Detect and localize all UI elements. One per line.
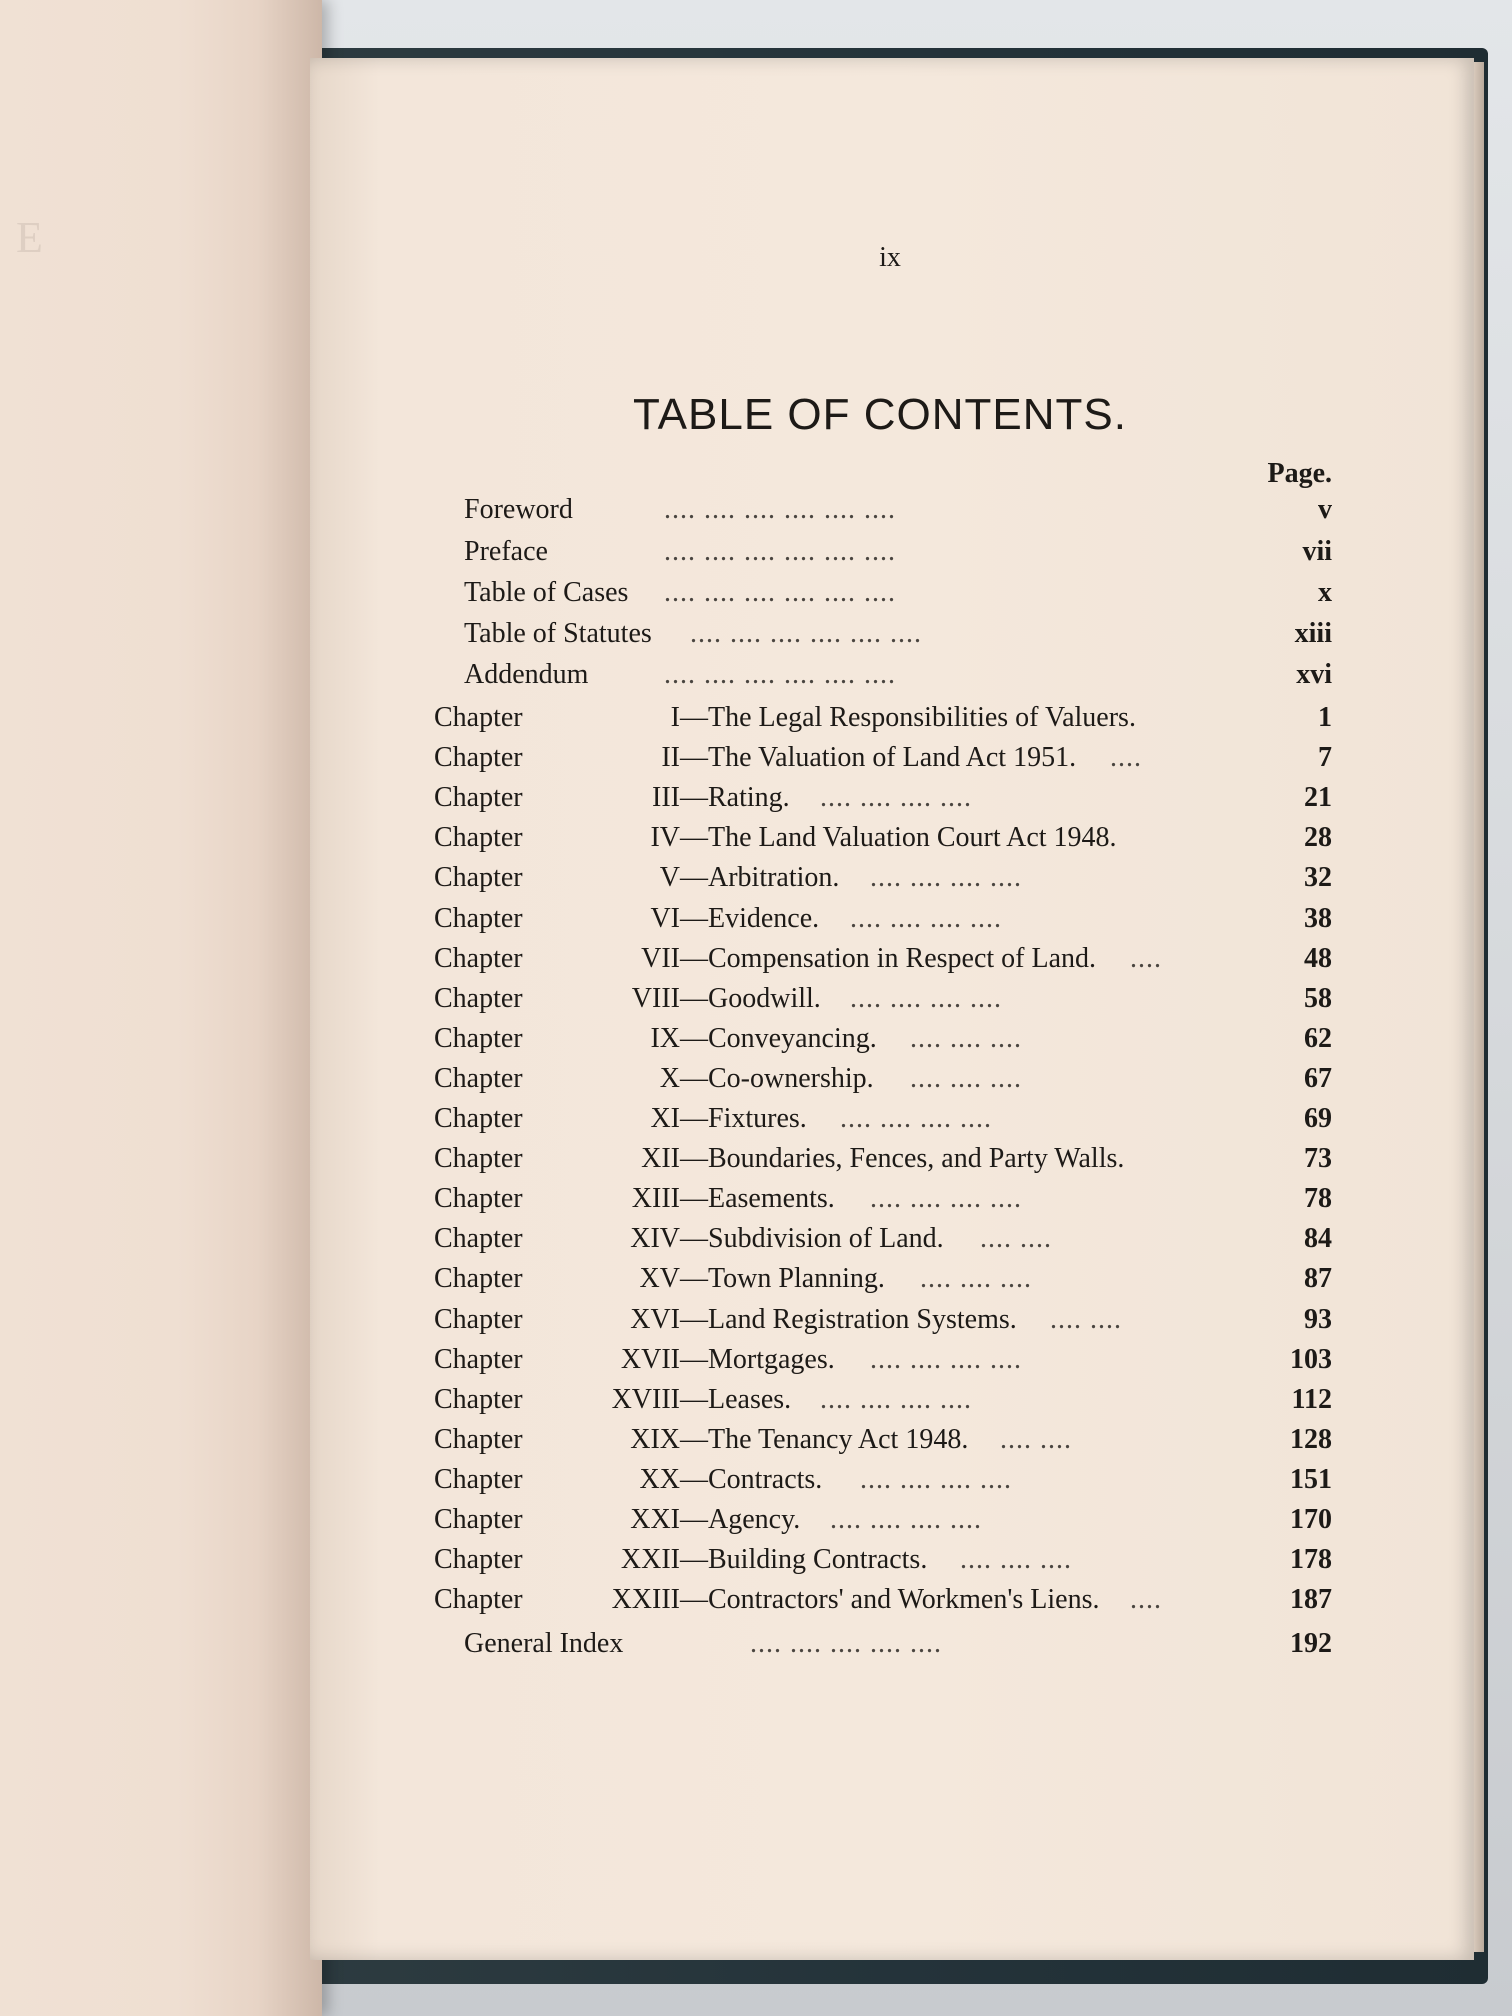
toc-chapter-row xyxy=(0,1304,1512,1340)
leader-dots: .... .... .... .... xyxy=(870,862,1022,894)
chapter-word: Chapter xyxy=(434,1463,523,1495)
chapter-word: Chapter xyxy=(434,1303,523,1335)
entry-label: General Index xyxy=(464,1628,624,1659)
chapter-title: —Subdivision of Land. xyxy=(680,1223,944,1255)
toc-chapter-row xyxy=(0,1424,1512,1460)
toc-chapter-row xyxy=(0,1504,1512,1540)
chapter-word: Chapter xyxy=(434,1183,523,1215)
chapter-numeral: I xyxy=(670,702,680,733)
chapter-numeral: XII xyxy=(641,1143,680,1175)
entry-page-number: xiii xyxy=(1294,618,1332,649)
chapter-word: Chapter xyxy=(434,982,523,1014)
entry-page-number: 58 xyxy=(1304,982,1332,1014)
toc-chapter-row xyxy=(0,1103,1512,1139)
toc-chapter-row xyxy=(0,1344,1512,1380)
toc-chapter-row xyxy=(0,742,1512,778)
chapter-numeral: XV xyxy=(639,1263,680,1295)
chapter-title: —Co-ownership. xyxy=(680,1062,874,1094)
leader-dots: .... .... .... .... xyxy=(870,1183,1022,1215)
leader-dots: .... .... .... .... .... .... xyxy=(664,577,896,608)
chapter-title: —Rating. xyxy=(680,782,790,814)
entry-page-number: 38 xyxy=(1304,902,1332,934)
leader-dots: .... .... .... .... xyxy=(820,782,972,814)
entry-page-number: 178 xyxy=(1290,1544,1332,1576)
leader-dots: .... .... .... .... xyxy=(830,1504,982,1535)
toc-chapter-row xyxy=(0,983,1512,1019)
leader-dots: .... .... .... .... xyxy=(850,982,1002,1014)
entry-page-number: 103 xyxy=(1290,1343,1332,1375)
chapter-word: Chapter xyxy=(434,902,523,934)
chapter-title: —Easements. xyxy=(680,1183,835,1215)
toc-chapter-row xyxy=(0,1183,1512,1219)
entry-page-number: 28 xyxy=(1304,822,1332,854)
leader-dots: .... .... xyxy=(1000,1423,1072,1455)
leader-dots: .... .... .... .... .... xyxy=(750,1628,942,1659)
chapter-word: Chapter xyxy=(434,1022,523,1054)
chapter-numeral: XI xyxy=(650,1103,680,1134)
chapter-numeral: XXII xyxy=(620,1544,680,1576)
leader-dots: .... .... .... xyxy=(910,1062,1022,1094)
leader-dots: .... .... .... .... .... .... xyxy=(664,536,896,567)
leader-dots: .... .... .... xyxy=(910,1022,1022,1054)
chapter-word: Chapter xyxy=(434,1383,523,1415)
chapter-title: —The Valuation of Land Act 1951. xyxy=(680,742,1077,774)
leader-dots: .... .... .... .... xyxy=(870,1343,1022,1375)
toc-chapter-row xyxy=(0,702,1512,738)
chapter-word: Chapter xyxy=(434,1423,523,1455)
leader-dots: .... .... .... .... .... .... xyxy=(664,659,896,690)
entry-page-number: 187 xyxy=(1290,1584,1332,1616)
chapter-numeral: XXI xyxy=(630,1504,680,1535)
entry-page-number: v xyxy=(1318,494,1332,525)
chapter-numeral: II xyxy=(661,742,680,774)
chapter-numeral: VII xyxy=(641,942,680,974)
toc-chapter-row xyxy=(0,1464,1512,1500)
chapter-title: —Contractors' and Workmen's Liens. xyxy=(680,1584,1100,1616)
entry-page-number: 78 xyxy=(1304,1183,1332,1215)
chapter-title: —Building Contracts. xyxy=(680,1544,928,1576)
toc-entry xyxy=(0,1628,1512,1664)
entry-page-number: 7 xyxy=(1318,742,1332,774)
toc-chapter-row xyxy=(0,822,1512,858)
leader-dots: .... .... .... xyxy=(920,1263,1032,1295)
toc-chapter-row xyxy=(0,1023,1512,1059)
toc-entry xyxy=(0,618,1512,654)
chapter-numeral: XIX xyxy=(630,1423,680,1455)
entry-label: Addendum xyxy=(464,659,589,690)
entry-page-number: 67 xyxy=(1304,1062,1332,1094)
chapter-word: Chapter xyxy=(434,1584,523,1616)
chapter-word: Chapter xyxy=(434,942,523,974)
page-column-header: Page. xyxy=(1267,458,1332,489)
entry-label: Table of Statutes xyxy=(464,618,652,649)
leader-dots: .... .... xyxy=(980,1223,1052,1255)
chapter-title: —Boundaries, Fences, and Party Walls. xyxy=(680,1143,1125,1175)
entry-page-number: 32 xyxy=(1304,862,1332,894)
chapter-title: —Compensation in Respect of Land. xyxy=(680,942,1097,974)
chapter-numeral: XIII xyxy=(631,1183,680,1215)
toc-chapter-row xyxy=(0,1063,1512,1099)
leader-dots: .... .... .... .... .... .... xyxy=(664,494,896,525)
chapter-title: —The Land Valuation Court Act 1948. xyxy=(680,822,1117,854)
entry-page-number: 87 xyxy=(1304,1263,1332,1295)
entry-page-number: 112 xyxy=(1291,1383,1332,1415)
entry-label: Preface xyxy=(464,536,548,567)
chapter-word: Chapter xyxy=(434,1263,523,1295)
chapter-title: —Evidence. xyxy=(680,902,820,934)
leader-dots: .... xyxy=(1130,942,1162,974)
leader-dots: .... .... .... .... xyxy=(840,1103,992,1134)
chapter-word: Chapter xyxy=(434,1062,523,1094)
chapter-word: Chapter xyxy=(434,1223,523,1255)
chapter-title: —The Tenancy Act 1948. xyxy=(680,1423,969,1455)
entry-page-number: 1 xyxy=(1318,702,1332,733)
leader-dots: .... xyxy=(1130,1584,1162,1616)
leader-dots: .... .... .... .... xyxy=(850,902,1002,934)
entry-page-number: 93 xyxy=(1304,1303,1332,1335)
page-title: TABLE OF CONTENTS. xyxy=(633,390,1127,439)
chapter-title: —Goodwill. xyxy=(680,982,821,1014)
toc-chapter-row xyxy=(0,782,1512,818)
chapter-word: Chapter xyxy=(434,1343,523,1375)
chapter-numeral: VI xyxy=(650,902,680,934)
entry-page-number: x xyxy=(1318,577,1332,608)
entry-page-number: 128 xyxy=(1290,1423,1332,1455)
leader-dots: .... .... .... .... .... .... xyxy=(690,618,922,649)
entry-page-number: 21 xyxy=(1304,782,1332,814)
toc-chapter-row xyxy=(0,1143,1512,1179)
entry-page-number: vii xyxy=(1302,536,1332,567)
entry-page-number: 192 xyxy=(1290,1628,1332,1659)
chapter-word: Chapter xyxy=(434,1504,523,1535)
entry-page-number: 48 xyxy=(1304,942,1332,974)
leader-dots: .... .... .... xyxy=(960,1544,1072,1576)
chapter-numeral: IV xyxy=(650,822,680,854)
chapter-title: —Fixtures. xyxy=(680,1103,807,1134)
entry-label: Table of Cases xyxy=(464,577,629,608)
chapter-numeral: XVI xyxy=(630,1303,680,1335)
chapter-title: —Mortgages. xyxy=(680,1343,835,1375)
entry-label: Foreword xyxy=(464,494,573,525)
toc-entry xyxy=(0,659,1512,695)
toc-chapter-row xyxy=(0,943,1512,979)
chapter-numeral: VIII xyxy=(631,982,680,1014)
chapter-numeral: X xyxy=(659,1062,680,1094)
leader-dots: .... xyxy=(1110,742,1142,774)
chapter-word: Chapter xyxy=(434,702,523,733)
chapter-title: —Land Registration Systems. xyxy=(680,1303,1017,1335)
chapter-title: —Arbitration. xyxy=(680,862,840,894)
chapter-numeral: V xyxy=(659,862,680,894)
entry-page-number: 84 xyxy=(1304,1223,1332,1255)
entry-page-number: 62 xyxy=(1304,1022,1332,1054)
chapter-title: —Leases. xyxy=(680,1383,792,1415)
chapter-word: Chapter xyxy=(434,1103,523,1134)
entry-page-number: 170 xyxy=(1290,1504,1332,1535)
toc-chapter-row xyxy=(0,1263,1512,1299)
chapter-title: —Contracts. xyxy=(680,1463,823,1495)
chapter-numeral: IX xyxy=(650,1022,680,1054)
toc-chapter-row xyxy=(0,1223,1512,1259)
toc-entry xyxy=(0,494,1512,530)
leader-dots: .... .... .... .... xyxy=(820,1383,972,1415)
toc-entry xyxy=(0,536,1512,572)
toc-chapter-row xyxy=(0,1544,1512,1580)
entry-page-number: xvi xyxy=(1296,659,1332,690)
toc-entry xyxy=(0,577,1512,613)
entry-page-number: 69 xyxy=(1304,1103,1332,1134)
toc-chapter-row xyxy=(0,862,1512,898)
chapter-title: —Conveyancing. xyxy=(680,1022,877,1054)
leader-dots: .... .... .... .... xyxy=(860,1463,1012,1495)
entry-page-number: 73 xyxy=(1304,1143,1332,1175)
entry-page-number: 151 xyxy=(1290,1463,1332,1495)
chapter-title: —The Legal Responsibilities of Valuers. xyxy=(680,702,1136,733)
chapter-numeral: XX xyxy=(639,1463,680,1495)
leader-dots: .... .... xyxy=(1050,1303,1122,1335)
toc-chapter-row xyxy=(0,1384,1512,1420)
chapter-numeral: XXIII xyxy=(611,1584,680,1616)
chapter-word: Chapter xyxy=(434,742,523,774)
chapter-word: Chapter xyxy=(434,782,523,814)
chapter-word: Chapter xyxy=(434,1544,523,1576)
chapter-numeral: XIV xyxy=(630,1223,680,1255)
toc-chapter-row xyxy=(0,903,1512,939)
chapter-title: —Town Planning. xyxy=(680,1263,885,1295)
chapter-numeral: XVII xyxy=(620,1343,680,1375)
chapter-numeral: III xyxy=(652,782,680,814)
page-number: ix xyxy=(879,242,901,273)
chapter-word: Chapter xyxy=(434,822,523,854)
left-page-ghost-mark: E xyxy=(16,213,43,262)
chapter-word: Chapter xyxy=(434,1143,523,1175)
chapter-numeral: XVIII xyxy=(611,1383,680,1415)
chapter-title: —Agency. xyxy=(680,1504,801,1535)
toc-chapter-row xyxy=(0,1584,1512,1620)
chapter-word: Chapter xyxy=(434,862,523,894)
